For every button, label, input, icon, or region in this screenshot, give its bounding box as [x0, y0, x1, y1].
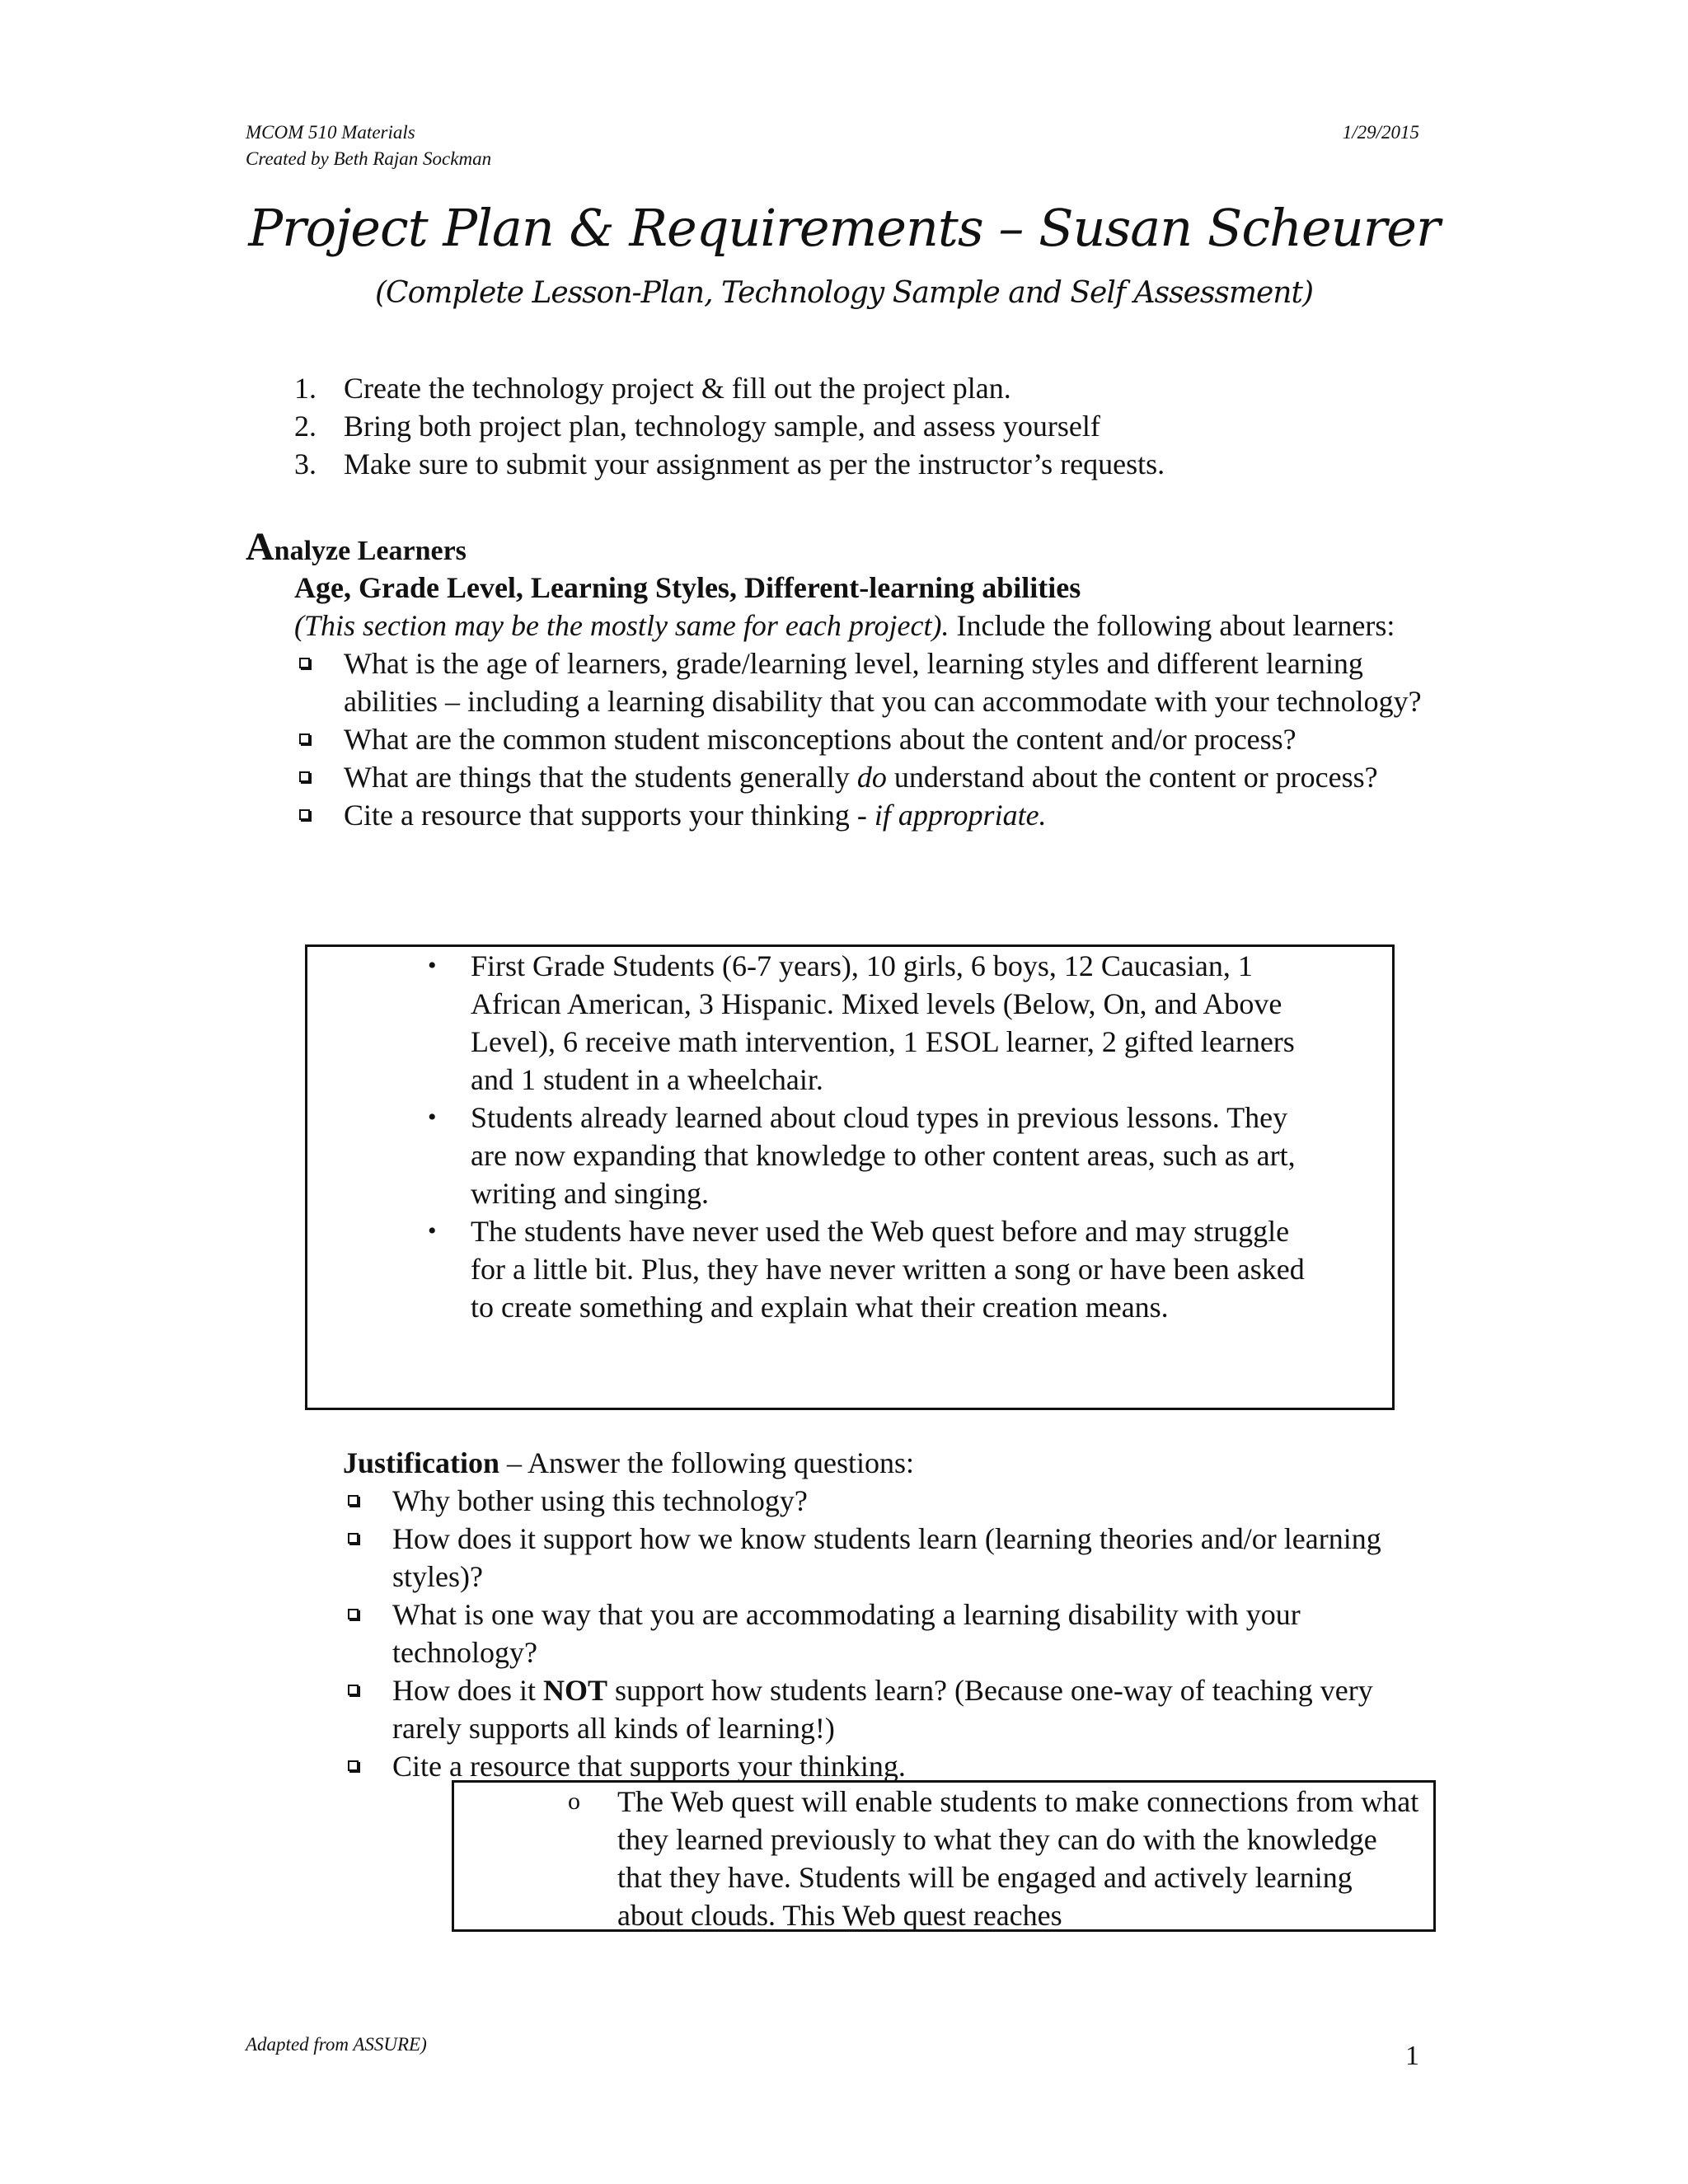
question-item [294, 758, 1423, 796]
answer-item [421, 1212, 1311, 1326]
question-text: How does it support how we know students learn (learning theories and/or learning styles)? [392, 1522, 1381, 1593]
question-text: Cite a resource that supports your thinking. [392, 1750, 906, 1783]
question-item [343, 1596, 1447, 1671]
checkbox-icon [348, 1760, 359, 1771]
bullet-icon: • [428, 952, 437, 979]
heading-rest: nalyze Learners [274, 536, 467, 566]
page-number: 1 [1405, 2041, 1419, 2071]
justification-answer-box [452, 1780, 1436, 1932]
question-text-pre: What are things that the students generally [344, 761, 857, 794]
intro-italic: (This section may be the mostly same for each project). [294, 609, 950, 642]
question-text: Why bother using this technology? [392, 1484, 808, 1517]
answer-text: The Web quest will enable students to make connections from what they learned previously to what they can do with the knowledge that they have. Students will be engaged and actively learning about clouds. This Web quest reaches [617, 1785, 1419, 1932]
question-text-bold: NOT [543, 1674, 608, 1707]
footer-note: Adapted from ASSURE) [246, 2034, 427, 2055]
question-text: What are the common student misconceptions about the content and/or process? [344, 723, 1296, 756]
circle-bullet-icon: o [568, 1788, 580, 1815]
step-text: Create the technology project & fill out the project plan. [344, 372, 1011, 405]
question-item [343, 1671, 1447, 1747]
step-text: Bring both project plan, technology sample, and assess yourself [344, 410, 1100, 443]
checkbox-icon [299, 733, 310, 744]
steps-list [294, 369, 1448, 483]
analyze-subheading: Age, Grade Level, Learning Styles, Different-learning abilities [294, 571, 1081, 604]
answer-item [421, 1099, 1311, 1212]
justification-heading [343, 1444, 1447, 1482]
answer-item [568, 1783, 1425, 1934]
question-item [294, 644, 1423, 720]
question-item [343, 1520, 1447, 1596]
question-text: What is one way that you are accommodating a learning disability with your technology? [392, 1598, 1301, 1669]
question-text-post: support how students learn? (Because one-way of teaching very rarely supports all kinds of learning!) [392, 1674, 1373, 1745]
question-item [294, 720, 1423, 758]
question-item [294, 796, 1423, 834]
checkbox-icon [348, 1685, 359, 1695]
step-number: 3. [294, 448, 316, 480]
question-text-pre: Cite a resource that supports your thinking - [344, 799, 874, 832]
course-header: MCOM 510 Materials [246, 122, 415, 143]
step-number: 2. [294, 410, 316, 443]
learners-answer-list [421, 947, 1311, 1326]
step-item [294, 407, 1448, 445]
date: 1/29/2015 [1342, 122, 1419, 143]
checkbox-icon [299, 809, 310, 820]
section-heading-analyze [246, 524, 467, 569]
question-text-post: understand about the content or process? [886, 761, 1378, 794]
justification-questions [343, 1482, 1447, 1785]
page-subtitle: (Complete Lesson-Plan, Technology Sample and Self Assessment) [375, 276, 1313, 310]
step-item [294, 369, 1448, 407]
step-text: Make sure to submit your assignment as per the instructor’s requests. [344, 448, 1165, 480]
question-item [343, 1482, 1447, 1520]
question-text-pre: How does it [392, 1674, 543, 1707]
step-item [294, 445, 1448, 483]
intro-rest: Include the following about learners: [949, 609, 1395, 642]
justification-answer-list [568, 1783, 1425, 1934]
justification-label: Justification [343, 1446, 500, 1479]
answer-text: The students have never used the Web quest before and may struggle for a little bit. Plus, they have never written a song or have been asked to create something and explain what their creation means. [471, 1215, 1305, 1324]
checkbox-icon [348, 1495, 359, 1506]
author-line: Created by Beth Rajan Sockman [246, 148, 492, 169]
answer-text: First Grade Students (6-7 years), 10 girls, 6 boys, 12 Caucasian, 1 African American, 3 Hispanic. Mixed levels (Below, On, and Above Level), 6 receive math intervention, 1 ESOL learner, 2 gifted learners and 1 student in a wheelchair. [471, 949, 1295, 1096]
learners-answer-box [305, 944, 1395, 1410]
analyze-questions [294, 644, 1423, 834]
heading-initial: A [246, 525, 274, 569]
analyze-block [294, 569, 1448, 834]
checkbox-icon [299, 658, 310, 668]
justification-block [343, 1444, 1447, 1785]
bullet-icon: • [428, 1217, 437, 1244]
checkbox-icon [299, 771, 310, 782]
checkbox-icon [348, 1533, 359, 1544]
question-text-italic: if appropriate. [874, 799, 1047, 832]
bullet-icon: • [428, 1104, 437, 1131]
question-text-italic: do [856, 761, 887, 794]
justification-label-rest: – Answer the following questions: [499, 1446, 914, 1479]
answer-text: Students already learned about cloud types in previous lessons. They are now expanding that knowledge to other content areas, such as art, writing and singing. [471, 1101, 1296, 1210]
question-text: What is the age of learners, grade/learning level, learning styles and different learning abilities – including a learning disability that you can accommodate with your technology? [344, 647, 1422, 718]
analyze-intro [294, 607, 1448, 644]
step-number: 1. [294, 372, 316, 405]
checkbox-icon [348, 1609, 359, 1619]
page-title: Project Plan & Requirements – Susan Scheurer [248, 198, 1440, 258]
answer-item [421, 947, 1311, 1099]
